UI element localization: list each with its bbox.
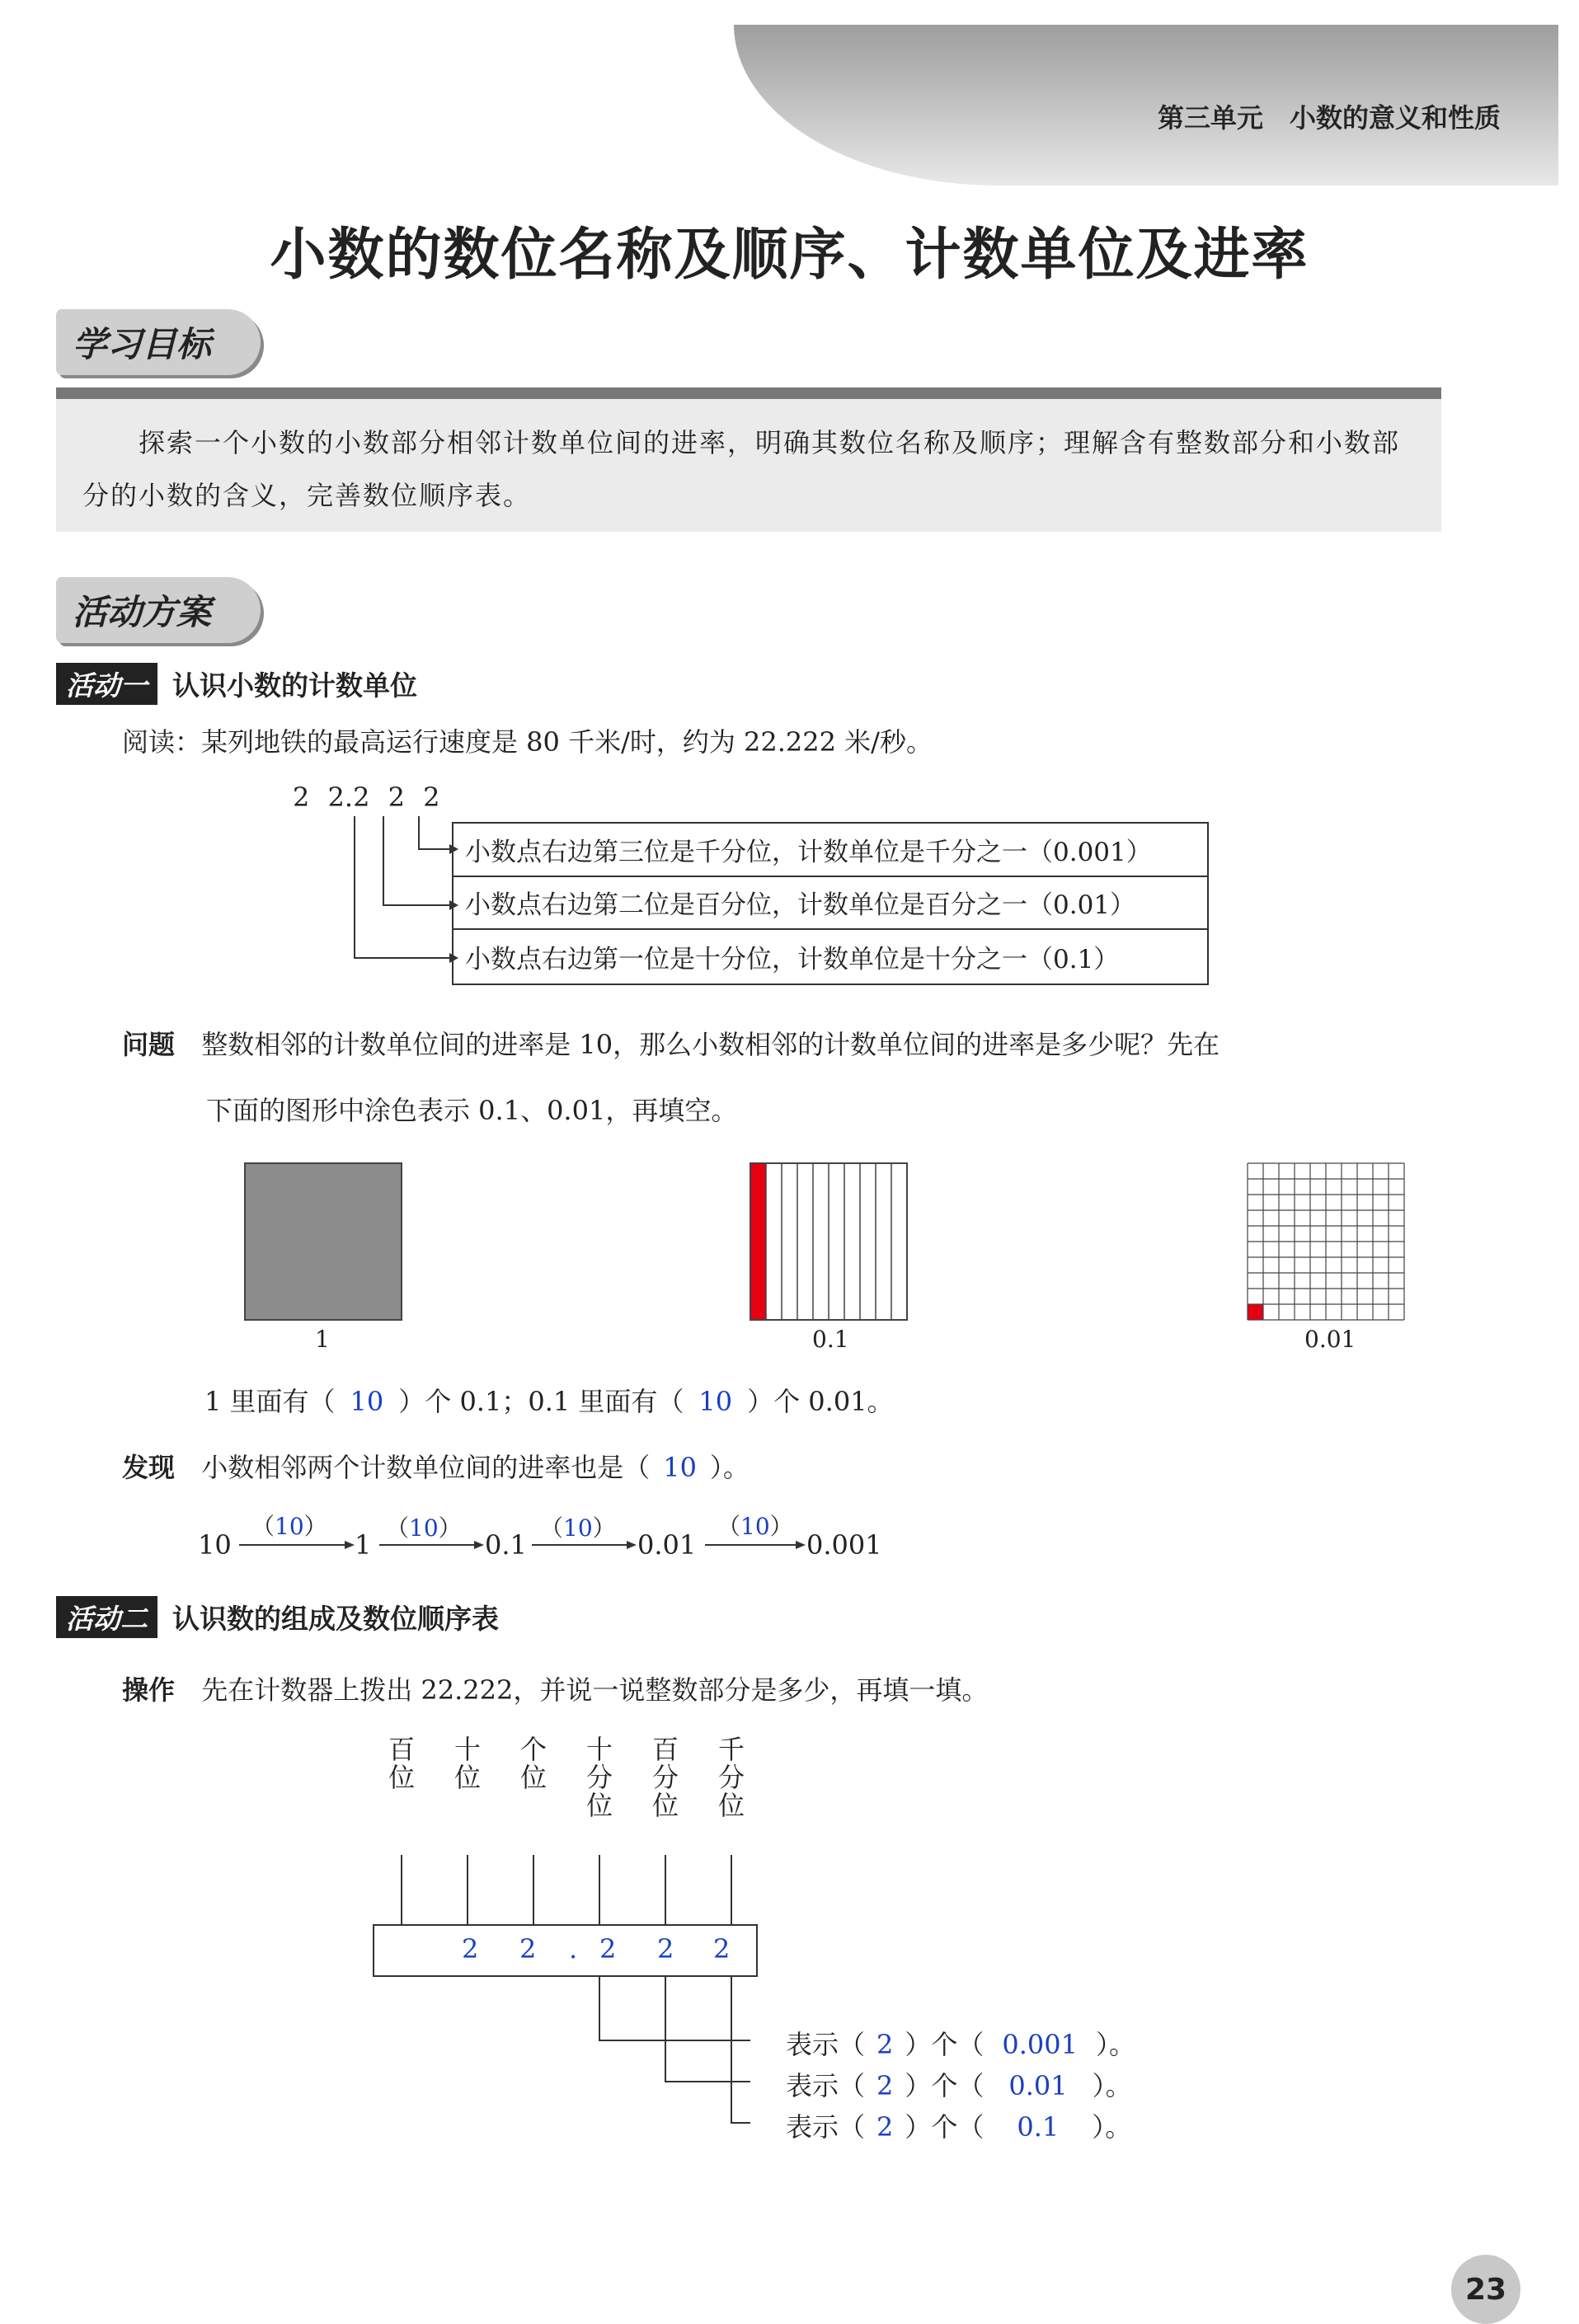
meaning-text: ）个（ — [905, 2111, 985, 2143]
chain-node-0-001: 0.001 — [806, 1529, 882, 1561]
chain-node-0-01: 0.01 — [637, 1529, 697, 1561]
meaning-unit: 0.001 — [1002, 2029, 1078, 2060]
meaning-text: ）个（ — [905, 2070, 985, 2101]
meaning-count: 2 — [876, 2029, 894, 2060]
discovery-text: 小数相邻两个计数单位间的进率也是（ — [201, 1452, 651, 1483]
place-char: 位 — [585, 1790, 613, 1821]
activity1-tag: 活动一 — [56, 663, 157, 705]
chain-paren-close: ） — [303, 1513, 327, 1540]
meaning-text: ）。 — [1096, 2029, 1136, 2060]
meaning-line-tenths — [599, 1976, 750, 2040]
place-char: 个 — [519, 1734, 547, 1765]
chain-node-10: 10 — [198, 1529, 232, 1561]
section-badge-goals: 学习目标 — [56, 309, 261, 375]
place-char: 百 — [651, 1734, 679, 1765]
question-line1: 整数相邻的计数单位间的进率是 10，那么小数相邻的计数单位间的进率是多少呢？先在 — [201, 1029, 1220, 1060]
chain-node-0-1: 0.1 — [485, 1529, 527, 1561]
chain-paren-close: ） — [438, 1514, 462, 1542]
place-char: 分 — [651, 1762, 679, 1793]
chain-paren-open: （ — [386, 1514, 410, 1542]
digit-tens: 2 — [293, 782, 310, 813]
chain-paren-close: ） — [592, 1514, 616, 1542]
place-char: 位 — [717, 1790, 745, 1821]
place-char: 十 — [453, 1734, 481, 1765]
goal-text: 探索一个小数的小数部分相邻计数单位间的进率，明确其数位名称及顺序；理解含有整数部分和小数部分的小数的含义，完善数位顺序表。 — [82, 427, 1401, 511]
caption-tenth: 0.1 — [812, 1326, 849, 1353]
counter-digit-hundredths: 2 — [657, 1933, 674, 1965]
discovery-label: 发现 — [122, 1452, 176, 1483]
reading-text: 阅读：某列地铁的最高运行速度是 80 千米/时，约为 22.222 米/秒。 — [122, 726, 933, 758]
counter-box — [374, 1925, 757, 1976]
chain-rate-value: 10 — [275, 1513, 304, 1540]
meaning-count: 2 — [876, 2070, 894, 2101]
meaning-row — [786, 2106, 1131, 2144]
box-row-tenths: 小数点右边第一位是十分位，计数单位是十分之一（0.1） — [465, 944, 1120, 974]
activity2-title: 认识数的组成及数位顺序表 — [172, 1602, 499, 1635]
fill-text-2: ）个 0.1；0.1 里面有（ — [398, 1386, 684, 1417]
chain-paren-close: ） — [769, 1513, 793, 1540]
digit-hundredths: 2 — [388, 782, 405, 813]
meaning-text: 表示（ — [786, 2070, 866, 2101]
digit-thousandths: 2 — [423, 782, 440, 813]
chain-paren-open: （ — [717, 1513, 741, 1540]
place-char: 位 — [651, 1790, 679, 1821]
unit-label: 第三单元 小数的意义和性质 — [1157, 102, 1501, 134]
box-row-thousandths: 小数点右边第三位是千分位，计数单位是千分之一（0.001） — [453, 824, 1207, 877]
discovery-answer: 10 — [663, 1452, 697, 1483]
page-number: 23 — [1451, 2255, 1520, 2324]
fill-answer-2: 10 — [698, 1386, 733, 1417]
counter-digit-ones: 2 — [519, 1933, 537, 1965]
chain-rate-value: 10 — [563, 1514, 593, 1542]
caption-hundredth: 0.01 — [1304, 1326, 1356, 1353]
question-label: 问题 — [122, 1029, 176, 1060]
discovery-text-end: ）。 — [709, 1452, 750, 1483]
place-char: 位 — [453, 1762, 481, 1793]
meaning-line-hundredths — [665, 1976, 750, 2082]
question-line2: 下面的图形中涂色表示 0.1、0.01，再填空。 — [206, 1095, 738, 1126]
place-char: 十 — [585, 1734, 613, 1765]
place-char: 分 — [585, 1762, 613, 1793]
chain-paren-open: （ — [251, 1513, 275, 1540]
fill-text-1: 1 里面有（ — [204, 1386, 336, 1417]
meaning-text: ）。 — [1092, 2111, 1132, 2143]
operation-text: 先在计数器上拨出 22.222，并说一说整数部分是多少，再填一填。 — [201, 1674, 989, 1706]
meaning-line-thousandths — [731, 1976, 750, 2123]
place-char: 位 — [519, 1762, 547, 1793]
activity1-title: 认识小数的计数单位 — [172, 669, 417, 702]
activity2-tag: 活动二 — [56, 1596, 157, 1638]
caption-whole: 1 — [315, 1326, 330, 1353]
box-row-hundredths: 小数点右边第二位是百分位，计数单位是百分之一（0.01） — [453, 877, 1207, 931]
place-char: 位 — [388, 1762, 415, 1793]
meaning-count: 2 — [876, 2111, 894, 2143]
meaning-unit: 0.01 — [1008, 2070, 1068, 2101]
meaning-row — [786, 2065, 1132, 2103]
chain-rate-value: 10 — [740, 1513, 770, 1540]
chain-rate-value: 10 — [409, 1514, 439, 1542]
counter-digit-thousandths: 2 — [713, 1933, 731, 1965]
meaning-text: ）个（ — [905, 2029, 985, 2060]
fill-text-3: ）个 0.01。 — [747, 1386, 894, 1417]
section-badge-activities: 活动方案 — [56, 577, 261, 643]
meaning-text: ）。 — [1092, 2070, 1132, 2101]
place-char: 分 — [717, 1762, 745, 1793]
meaning-text: 表示（ — [786, 2029, 866, 2060]
chain-node-1: 1 — [355, 1529, 372, 1561]
meaning-row — [786, 2024, 1135, 2062]
fill-answer-1: 10 — [350, 1386, 384, 1417]
digit-ones-point-tenths: 2.2 — [327, 782, 370, 813]
chain-paren-open: （ — [540, 1514, 564, 1542]
counter-digit-tens: 2 — [462, 1933, 479, 1965]
meaning-unit: 0.1 — [1017, 2111, 1060, 2143]
counter-decimal-point: . — [569, 1933, 578, 1965]
place-char: 百 — [388, 1734, 415, 1765]
page-title: 小数的数位名称及顺序、计数单位及进率 — [270, 222, 1309, 288]
counter-digit-tenths: 2 — [599, 1933, 617, 1965]
operation-label: 操作 — [122, 1674, 176, 1706]
place-char: 千 — [717, 1734, 745, 1765]
meaning-text: 表示（ — [786, 2111, 866, 2143]
